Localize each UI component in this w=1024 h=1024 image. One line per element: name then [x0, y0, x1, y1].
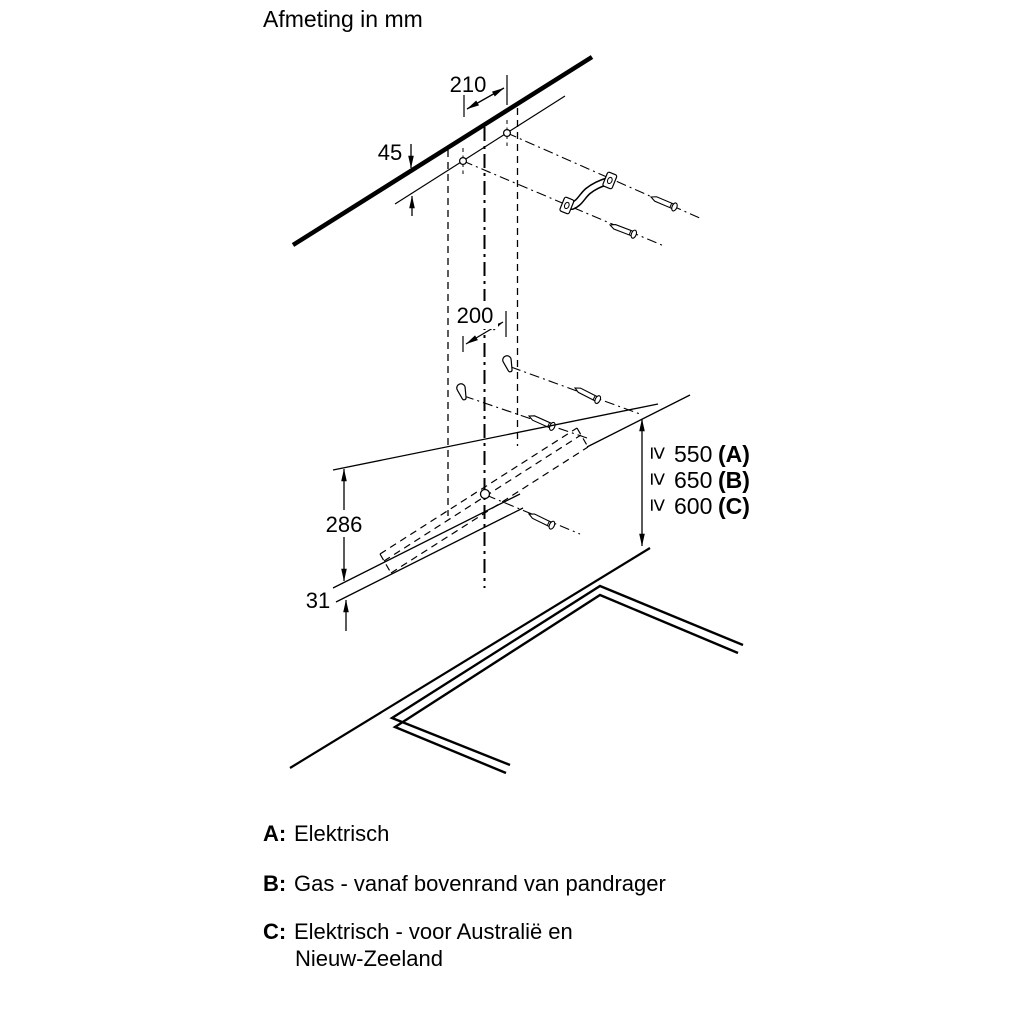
clearance-a-symbol: ≥ — [645, 446, 672, 460]
legend-text-a: Elektrisch — [294, 821, 390, 846]
dim-45-label: 45 — [377, 140, 403, 165]
hood-reference-lines — [333, 395, 690, 602]
top-screws — [608, 193, 678, 239]
clearance-a-value: 550 — [674, 441, 713, 467]
clearance-c-value: 600 — [674, 493, 713, 519]
drill-hole-reference-line — [395, 96, 565, 204]
mounting-bracket — [559, 172, 617, 215]
clearance-c-letter: (C) — [718, 493, 750, 519]
clearance-b-letter: (B) — [718, 467, 750, 493]
legend-key-a: A: — [263, 821, 287, 846]
legend-text-c-line1: Elektrisch - voor Australië en — [294, 919, 573, 944]
projection-lines — [448, 108, 702, 588]
legend-key-b: B: — [263, 871, 287, 896]
dim-31-label: 31 — [305, 588, 331, 613]
dimension-210 — [450, 72, 507, 117]
clearance-dimension — [642, 419, 750, 546]
dim-286-label: 286 — [325, 512, 363, 537]
rail-center-hole — [481, 490, 490, 499]
clearance-a-letter: (A) — [718, 441, 750, 467]
dim-200-label: 200 — [456, 303, 494, 328]
clearance-c-symbol: ≥ — [645, 498, 672, 512]
legend-key-c: C: — [263, 919, 287, 944]
clearance-b-value: 650 — [674, 467, 713, 493]
legend — [263, 821, 666, 971]
legend-text-c-line2: Nieuw-Zeeland — [295, 946, 443, 971]
dim-210-label: 210 — [449, 72, 487, 97]
dimension-45 — [378, 140, 412, 216]
legend-text-b: Gas - vanaf bovenrand van pandrager — [294, 871, 666, 896]
countertop-outline — [290, 548, 743, 773]
page-title: Afmeting in mm — [263, 6, 423, 32]
clearance-b-symbol: ≥ — [645, 472, 672, 486]
middle-screws — [527, 384, 602, 530]
dimension-31 — [306, 588, 346, 631]
dimension-286 — [321, 469, 367, 581]
dimension-200 — [454, 301, 506, 352]
